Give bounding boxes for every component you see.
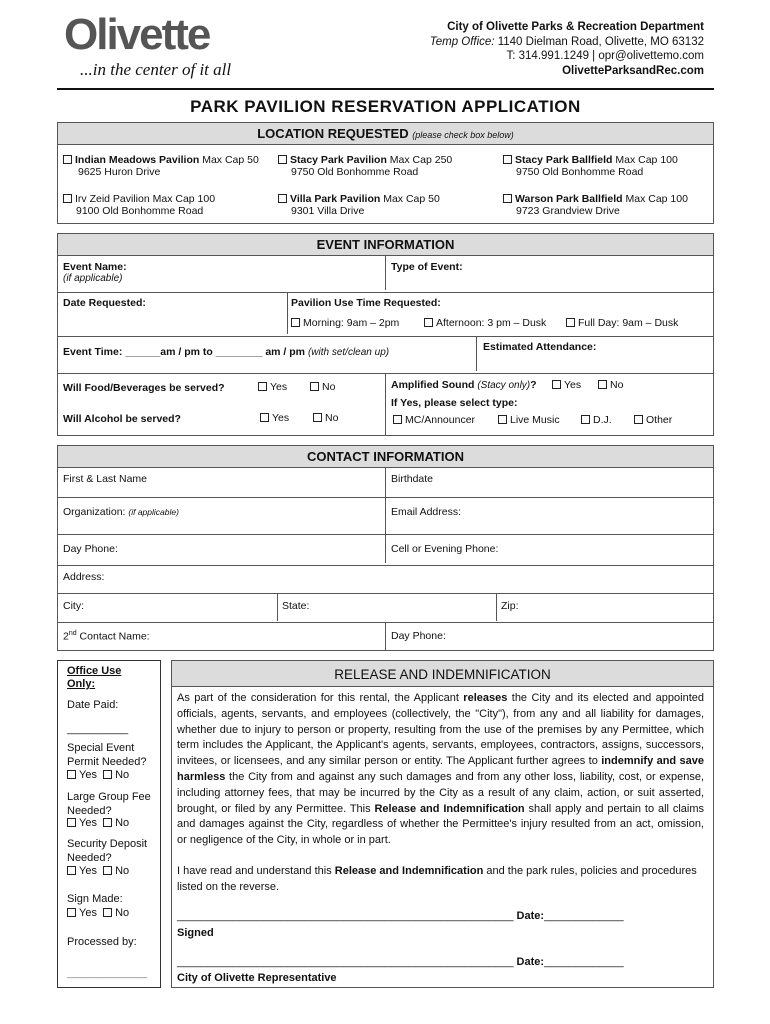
checkbox-icon[interactable]: [498, 415, 507, 424]
site-option-stacy-ballfield[interactable]: Stacy Park Ballfield Max Cap 100 9750 Old Bonhomme Road: [503, 154, 678, 178]
checkbox-icon[interactable]: [260, 413, 269, 422]
event-section: [57, 233, 714, 436]
checkbox-icon[interactable]: [566, 318, 575, 327]
time-option-afternoon[interactable]: Afternoon: 3 pm – Dusk: [424, 317, 546, 329]
pavilion-time-label: Pavilion Use Time Requested:: [291, 297, 441, 309]
olivette-logo: Olivette: [64, 10, 210, 59]
tagline: ...in the center of it all: [80, 60, 232, 79]
checkbox-icon[interactable]: [503, 155, 512, 164]
amplified-type-label: If Yes, please select type:: [391, 397, 518, 409]
cell-phone-field[interactable]: Cell or Evening Phone:: [391, 543, 499, 555]
organization-field[interactable]: Organization: (if applicable): [63, 506, 179, 518]
acknowledgement-paragraph: I have read and understand this Release and Indemnification and the park rules, policies and procedures listed on the reverse.: [177, 865, 697, 893]
special-event-label: Special Event Permit Needed?: [67, 742, 147, 768]
alcohol-question: Will Alcohol be served?: [63, 413, 181, 425]
event-name-field[interactable]: Event Name: (if applicable): [63, 261, 127, 284]
contact-section: [57, 445, 714, 651]
checkbox-icon[interactable]: [634, 415, 643, 424]
checkbox-icon[interactable]: [393, 415, 402, 424]
checkbox-icon[interactable]: [310, 382, 319, 391]
signed-label: Signed: [177, 927, 214, 939]
checkbox-icon[interactable]: [67, 908, 76, 917]
checkbox-icon[interactable]: [278, 155, 287, 164]
org-contact-block: [430, 20, 704, 78]
day-phone-field[interactable]: Day Phone:: [63, 543, 118, 555]
special-event-options[interactable]: Yes No: [67, 769, 129, 781]
site-option-stacy-pavilion[interactable]: Stacy Park Pavilion Max Cap 250 9750 Old Bonhomme Road: [278, 154, 452, 178]
site-option-villa-park[interactable]: Villa Park Pavilion Max Cap 50 9301 Villa Drive: [278, 193, 440, 217]
birthdate-field[interactable]: Birthdate: [391, 473, 434, 485]
type-dj[interactable]: D.J.: [581, 414, 612, 426]
checkbox-icon[interactable]: [552, 380, 561, 389]
alcohol-yes[interactable]: Yes: [260, 412, 289, 424]
office-use-heading: Office Use Only:: [67, 665, 122, 690]
food-question: Will Food/Beverages be served?: [63, 382, 225, 394]
checkbox-icon[interactable]: [278, 194, 287, 203]
type-of-event-field[interactable]: Type of Event:: [391, 261, 463, 273]
email-field[interactable]: Email Address:: [391, 506, 462, 518]
org-name: City of Olivette Parks & Recreation Department: [447, 21, 704, 33]
sign-made-label: Sign Made:: [67, 893, 123, 905]
time-option-full-day[interactable]: Full Day: 9am – Dusk: [566, 317, 678, 329]
address-field[interactable]: Address:: [63, 571, 105, 583]
security-deposit-options[interactable]: Yes No: [67, 865, 129, 877]
checkbox-icon[interactable]: [63, 155, 72, 164]
large-group-label: Large Group Fee Needed?: [67, 791, 151, 817]
amplified-sound-question: Amplified Sound (Stacy only)?: [391, 379, 537, 391]
type-live-music[interactable]: Live Music: [498, 414, 560, 426]
checkbox-icon[interactable]: [67, 770, 76, 779]
city-field[interactable]: City:: [63, 600, 84, 612]
release-paragraph: As part of the consideration for this rental, the Applicant releases the City and its elected and appointed officials, agents, servants, and employees (collectively, the "City"), from any and all liability for damages, whether due to injury to person or property, resulting from the use of the premises by any Permittee, which term includes the Applicant, the Applicant's agents, servants, employees, contractors, assigns, successors, invitees, or licensees, and any similar person or entity. The Applicant further agrees to indemnify and save harmless the City from and against any such damages and from any other loss, liability, cost, or expense, including attorney fees, that may be incurred by the City as a result of any claim, action, or suit asserted, brought, or filed by any Permittee. This Release and Indemnification shall apply and pertain to all claims and damages against the City, regardless of whether the Permittee's injury resulted from an act, omission, or negligence of the City, in whole or in part.: [177, 692, 704, 847]
date-paid-label: Date Paid:: [67, 699, 119, 711]
checkbox-icon[interactable]: [67, 818, 76, 827]
website: OlivetteParksandRec.com: [562, 64, 704, 77]
checkbox-icon[interactable]: [103, 770, 112, 779]
checkbox-icon[interactable]: [67, 866, 76, 875]
checkbox-icon[interactable]: [258, 382, 267, 391]
checkbox-icon[interactable]: [503, 194, 512, 203]
checkbox-icon[interactable]: [103, 908, 112, 917]
amplified-yes[interactable]: Yes: [552, 379, 581, 391]
time-option-morning[interactable]: Morning: 9am – 2pm: [291, 317, 399, 329]
estimated-attendance-field[interactable]: Estimated Attendance:: [483, 341, 597, 353]
checkbox-icon[interactable]: [313, 413, 322, 422]
checkbox-icon[interactable]: [103, 866, 112, 875]
event-heading: EVENT INFORMATION: [58, 234, 713, 256]
security-deposit-label: Security Deposit Needed?: [67, 838, 148, 864]
office-address: Temp Office: 1140 Dielman Road, Olivette, MO 63132: [429, 35, 704, 48]
processed-by-line[interactable]: ________________: [67, 968, 148, 978]
large-group-options[interactable]: Yes No: [67, 817, 129, 829]
date-paid-line[interactable]: __________: [67, 723, 129, 735]
location-heading: LOCATION REQUESTED (please check box below): [58, 123, 713, 145]
site-option-warson-park[interactable]: Warson Park Ballfield Max Cap 100 9723 Grandview Drive: [503, 193, 688, 217]
alcohol-no[interactable]: No: [313, 412, 338, 424]
date-requested-field[interactable]: Date Requested:: [63, 297, 146, 309]
food-yes[interactable]: Yes: [258, 381, 287, 393]
representative-label: City of Olivette Representative: [177, 972, 337, 984]
release-heading: RELEASE AND INDEMNIFICATION: [172, 661, 713, 687]
amplified-no[interactable]: No: [598, 379, 623, 391]
checkbox-icon[interactable]: [63, 194, 72, 203]
site-option-indian-meadows[interactable]: Indian Meadows Pavilion Max Cap 50 9625 Huron Drive: [63, 154, 259, 178]
second-day-phone-field[interactable]: Day Phone:: [391, 630, 446, 642]
type-mc[interactable]: MC/Announcer: [393, 414, 475, 426]
page-title: PARK PAVILION RESERVATION APPLICATION: [190, 97, 581, 116]
checkbox-icon[interactable]: [598, 380, 607, 389]
site-option-irv-zeid[interactable]: Irv Zeid Pavilion Max Cap 100 9100 Old Bonhomme Road: [63, 193, 215, 217]
event-time-field[interactable]: Event Time: ______am / pm to ________ am / pm (with set/clean up): [63, 346, 390, 358]
checkbox-icon[interactable]: [581, 415, 590, 424]
checkbox-icon[interactable]: [424, 318, 433, 327]
state-field[interactable]: State:: [282, 600, 310, 612]
sign-made-options[interactable]: Yes No: [67, 907, 129, 919]
food-no[interactable]: No: [310, 381, 335, 393]
signature-line[interactable]: _______________________________________________________ Date:_____________: [177, 910, 624, 922]
checkbox-icon[interactable]: [103, 818, 112, 827]
contact-heading: CONTACT INFORMATION: [58, 446, 713, 468]
zip-field[interactable]: Zip:: [501, 600, 519, 612]
header-rule: [57, 88, 714, 90]
checkbox-icon[interactable]: [291, 318, 300, 327]
representative-signature-line[interactable]: _______________________________________________________ Date:_____________: [177, 956, 624, 968]
phone-email: T: 314.991.1249 | opr@olivettemo.com: [506, 50, 704, 62]
second-contact-field[interactable]: 2nd Contact Name:: [63, 630, 150, 643]
processed-by-label: Processed by:: [67, 936, 137, 948]
first-last-name-field[interactable]: First & Last Name: [63, 473, 148, 485]
type-other[interactable]: Other: [634, 414, 672, 426]
